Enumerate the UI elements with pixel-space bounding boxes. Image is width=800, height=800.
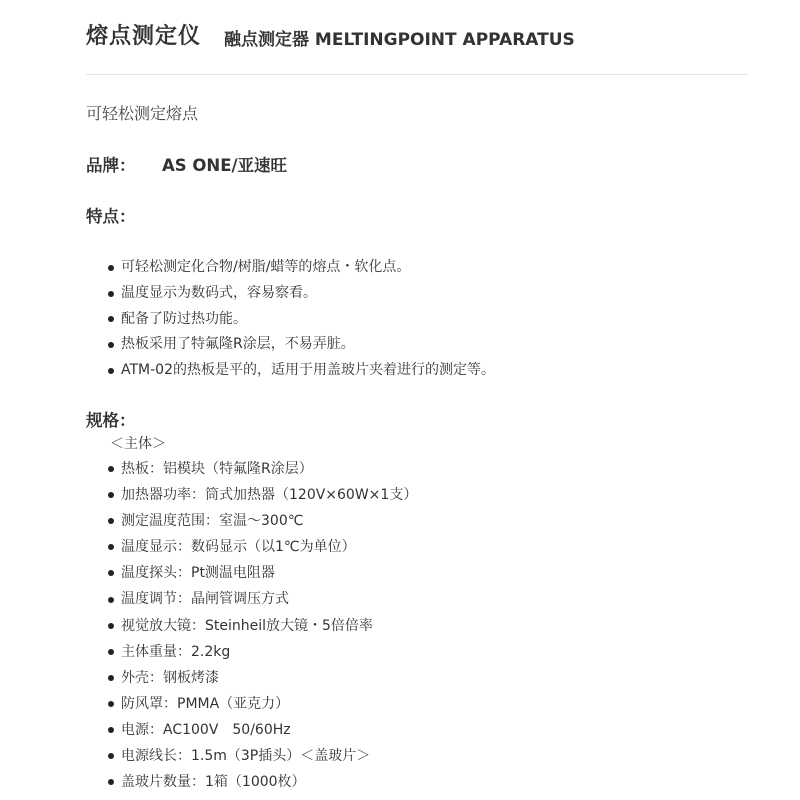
bullet-dot-icon: [108, 623, 114, 629]
feature-text: 温度显示为数码式，容易察看。: [121, 284, 317, 301]
bullet-dot-icon: [108, 342, 114, 348]
bullet-dot-icon: [108, 597, 114, 603]
spec-item: [106, 534, 417, 560]
features-list: [106, 255, 495, 384]
spec-text: 电源：AC100V 50/60Hz: [121, 721, 291, 738]
spec-text: 热板：铝模块（特氟隆R涂层）: [121, 461, 313, 477]
spec-item: [106, 508, 417, 534]
spec-item: [106, 482, 417, 508]
spec-text: 加热器功率：筒式加热器（120V×60W×1支）: [121, 487, 418, 504]
spec-item: [106, 717, 417, 743]
bullet-dot-icon: [108, 316, 114, 322]
bullet-dot-icon: [108, 779, 114, 785]
spec-item: [106, 586, 417, 612]
page-header: [86, 0, 748, 75]
spec-text: 电源线长：1.5m（3P插头）＜盖玻片＞: [121, 748, 371, 765]
spec-item: [106, 691, 417, 717]
spec-text: 外壳：钢板烤漆: [121, 669, 219, 686]
bullet-dot-icon: [108, 466, 114, 472]
specs-heading: 规格：: [86, 411, 136, 430]
bullet-dot-icon: [108, 291, 114, 297]
bullet-dot-icon: [108, 649, 114, 655]
bullet-dot-icon: [108, 570, 114, 576]
spec-text: 温度调节：晶闸管调压方式: [121, 591, 289, 608]
spec-text: 防风罩：PMMA（亚克力）: [121, 695, 290, 712]
bullet-dot-icon: [108, 265, 114, 271]
spec-text: 视觉放大镜：Steinheil放大镜・5倍倍率: [121, 617, 373, 634]
feature-text: 配备了防过热功能。: [121, 310, 247, 327]
feature-item: [106, 255, 495, 281]
brand-label: 品牌：: [86, 156, 136, 175]
spec-text: 主体重量：2.2kg: [121, 643, 231, 660]
bullet-dot-icon: [108, 368, 114, 374]
brand-line: [86, 152, 287, 176]
specs-list: [106, 456, 417, 795]
features-heading: 特点：: [86, 207, 136, 226]
feature-item: [106, 281, 495, 307]
specs-subheading: ＜主体＞: [110, 436, 166, 452]
feature-item: [106, 358, 495, 384]
feature-item: [106, 307, 495, 333]
spec-item: [106, 613, 417, 639]
bullet-dot-icon: [108, 675, 114, 681]
intro-text: 可轻松测定熔点: [86, 104, 199, 123]
feature-text: 热板采用了特氟隆R涂层，不易弄脏。: [121, 336, 355, 353]
page-subtitle: 融点测定器 MELTINGPOINT APPARATUS: [224, 30, 575, 50]
spec-text: 温度探头：Pt测温电阻器: [121, 565, 275, 582]
bullet-dot-icon: [108, 753, 114, 759]
spec-item: [106, 665, 417, 691]
bullet-dot-icon: [108, 492, 114, 498]
bullet-dot-icon: [108, 701, 114, 707]
feature-text: ATM-02的热板是平的，适用于用盖玻片夹着进行的测定等。: [121, 362, 495, 379]
spec-item: [106, 769, 417, 795]
product-description: [86, 0, 748, 791]
feature-text: 可轻松测定化合物/树脂/蜡等的熔点・软化点。: [121, 259, 411, 275]
spec-text: 盖玻片数量：1箱（1000枚）: [121, 774, 306, 791]
spec-text: 温度显示：数码显示（以1℃为单位）: [121, 539, 356, 556]
feature-item: [106, 332, 495, 358]
bullet-dot-icon: [108, 544, 114, 550]
spec-item: [106, 639, 417, 665]
bullet-dot-icon: [108, 727, 114, 733]
spec-item: [106, 456, 417, 482]
bullet-dot-icon: [108, 518, 114, 524]
spec-text: 测定温度范围：室温～300℃: [121, 513, 304, 530]
spec-item: [106, 743, 417, 769]
page-title: 熔点测定仪: [86, 24, 202, 49]
spec-item: [106, 560, 417, 586]
brand-value: AS ONE/亚速旺: [162, 156, 288, 175]
